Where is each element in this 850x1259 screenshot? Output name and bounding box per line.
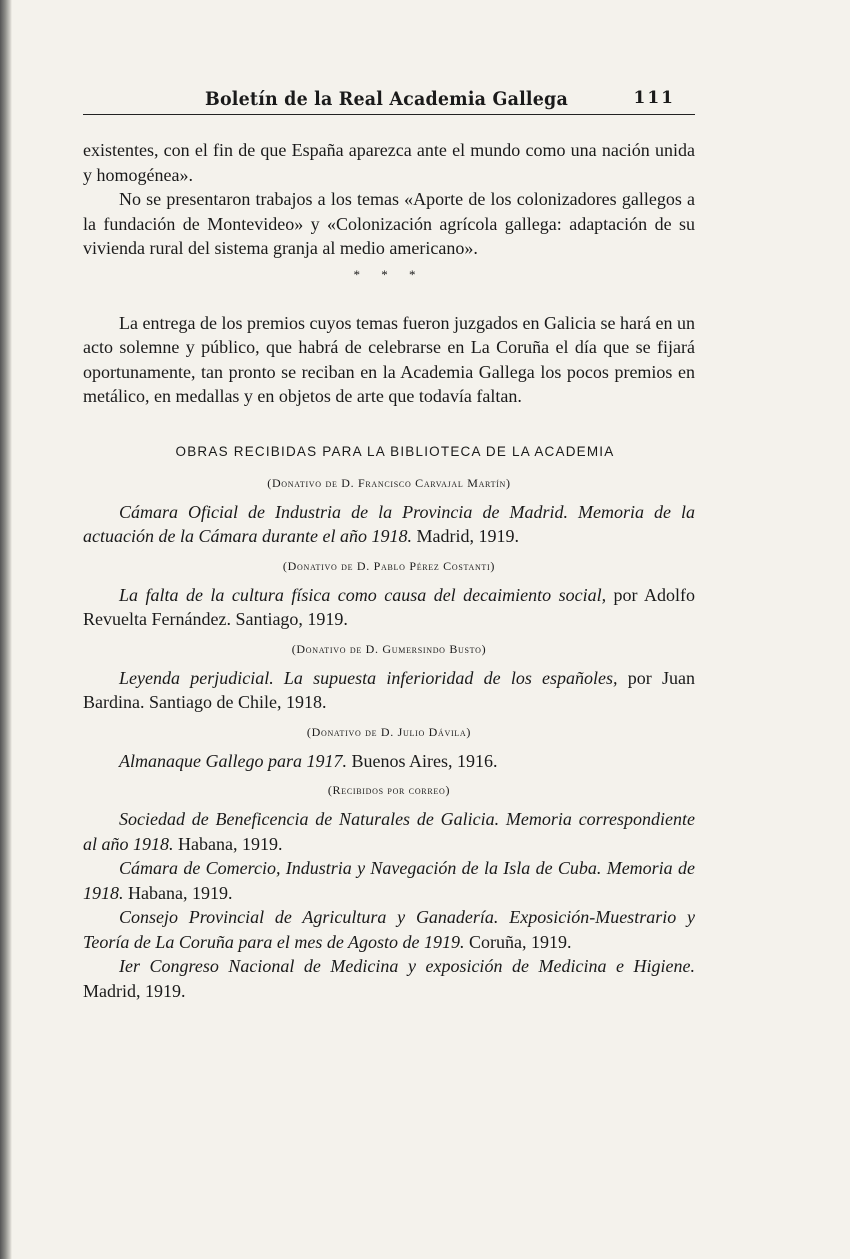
book-entry (83, 856, 695, 905)
donor-line: (Donativo de D. Julio Dávila) (306, 724, 472, 739)
book-imprint: por Juan Bardina. Santiago de Chile, 1918. (83, 667, 695, 712)
paragraph-awards: La entrega de los premios cuyos temas fueron juzgados en Galicia se hará en un acto solemne y público, que habrá de celebrarse en La Coruña el día que se fijará oportunamente, tan pronto se reciban en la Academia Gallega los pocos premios en metálico, en medallas y en objetos de arte que todavía faltan. (83, 312, 695, 406)
book-imprint: Madrid, 1919. (411, 526, 519, 546)
book-title: Cámara Oficial de Industria de la Provincia de Madrid. Memoria de la actuación de la Cámara durante el año 1918. (83, 501, 695, 546)
book-title: Almanaque Gallego para 1917. (119, 750, 347, 771)
book-entry (83, 666, 695, 715)
book-imprint: Coruña, 1919. (464, 931, 572, 952)
book-title: Sociedad de Beneficencia de Naturales de Galicia. Memoria correspondiente al año 1918. (83, 809, 695, 854)
donor-line: (Donativo de D. Francisco Carvajal Martín) (267, 475, 511, 490)
paragraph-continuation: existentes, con el fin de que España aparezca ante el mundo como una nación unida y homogénea». (83, 140, 695, 185)
book-title: Ier Congreso Nacional de Medicina y exposición de Medicina e Higiene. (119, 956, 695, 976)
donor-line: (Donativo de D. Gumersindo Busto) (291, 641, 487, 656)
page-binding-edge (0, 0, 12, 1259)
book-entry (83, 500, 695, 549)
book-imprint: Habana, 1919. (123, 882, 233, 903)
book-entry (83, 583, 695, 632)
page-number: 111 (633, 88, 675, 108)
book-imprint: Habana, 1919. (173, 833, 283, 854)
paragraph-no-submissions: No se presentaron trabajos a los temas «Aporte de los colonizadores gallegos a la fundación de Montevideo» y «Colonización agrícola gallega: adaptación de su vivienda rural del sistema granja al medio americano». (83, 189, 695, 258)
book-entry (83, 954, 695, 1003)
book-entry (83, 807, 695, 856)
book-title: La falta de la cultura física como causa del decaimiento social, (119, 584, 607, 605)
book-entry (83, 749, 695, 774)
book-title: Leyenda perjudicial. La supuesta inferioridad de los españoles, (119, 667, 618, 688)
section-title: OBRAS RECIBIDAS PARA LA BIBLIOTECA DE LA ACADEMIA (175, 443, 615, 459)
book-imprint: Madrid, 1919. (83, 980, 186, 1001)
page-header (83, 84, 695, 115)
section-separator: * * * (353, 266, 425, 282)
book-title: Consejo Provincial de Agricultura y Ganadería. Exposición-Muestrario y Teoría de La Coruña para el mes de Agosto de 1919. (83, 907, 695, 952)
book-entry (83, 905, 695, 954)
donor-line: (Donativo de D. Pablo Pérez Costanti) (282, 558, 496, 573)
book-imprint: Buenos Aires, 1916. (346, 750, 498, 771)
donor-line: (Recibidos por correo) (327, 783, 451, 797)
running-head: Boletín de la Real Academia Gallega (205, 88, 568, 110)
book-title: Cámara de Comercio, Industria y Navegación de la Isla de Cuba. Memoria de 1918. (83, 858, 695, 903)
document-page (83, 84, 695, 1003)
book-imprint: por Adolfo Revuelta Fernández. Santiago, 1919. (83, 584, 696, 629)
